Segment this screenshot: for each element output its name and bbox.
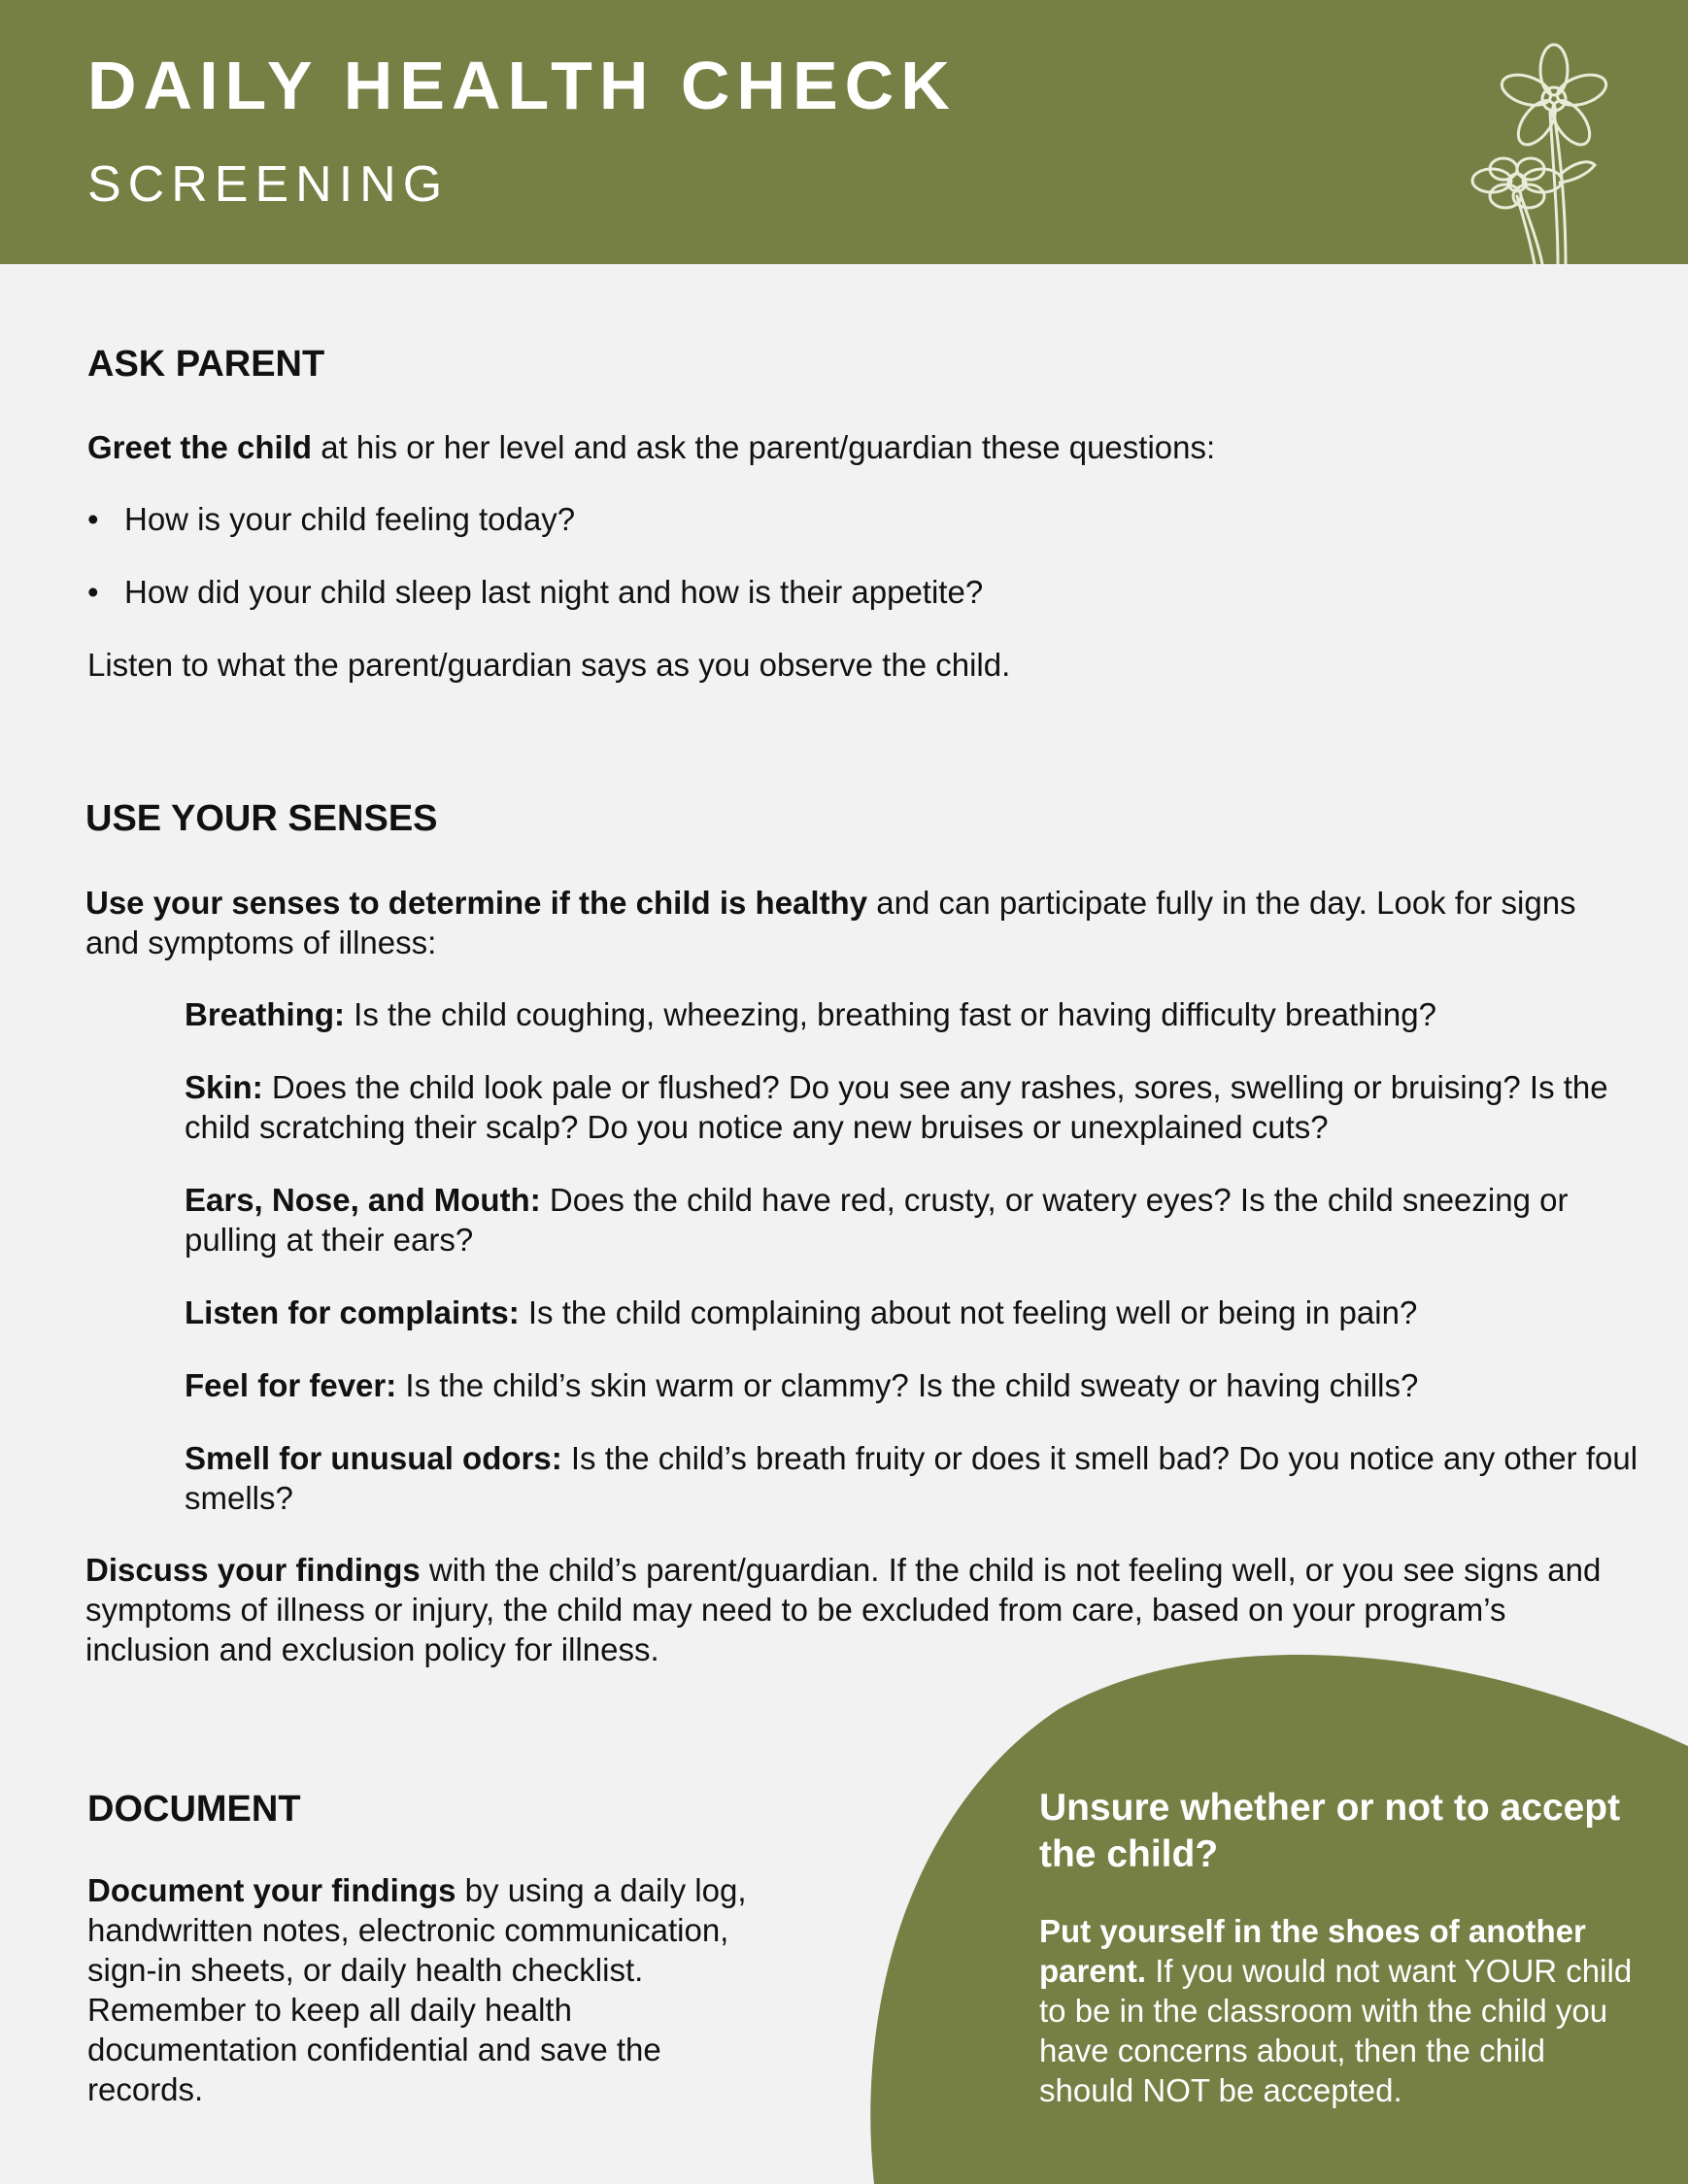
page-title: DAILY HEALTH CHECK: [87, 48, 957, 123]
bullet-icon: •: [87, 501, 99, 537]
sense-item-text: Is the child coughing, wheezing, breathing fast or having difficulty breathing?: [345, 996, 1436, 1032]
sense-item-text: Is the child’s skin warm or clammy? Is the child sweaty or having chills?: [396, 1367, 1419, 1403]
sense-item-label: Skin:: [185, 1069, 263, 1105]
callout-text-bold: Put yourself in the shoes of another parent.: [1039, 1913, 1586, 1989]
bullet-text: How is your child feeling today?: [124, 501, 576, 537]
senses-intro-bold: Use your senses to determine if the child is healthy: [85, 885, 868, 921]
document-text-rest: by using a daily log, handwritten notes, electronic communication, sign-in sheets, or daily health checklist. Remember to keep all daily health documentation confidential and save the records.: [87, 1872, 747, 2107]
ask-parent-heading: ASK PARENT: [87, 344, 325, 385]
ask-parent-closing: Listen to what the parent/guardian says as you observe the child.: [87, 647, 1011, 683]
sense-item-label: Smell for unusual odors:: [185, 1440, 562, 1476]
document-text: [87, 1870, 758, 2109]
callout-title: Unsure whether or not to accept the child?: [1039, 1787, 1621, 1875]
senses-intro-rest: and can participate fully in the day. Look for signs and symptoms of illness:: [85, 885, 1576, 960]
sense-item-label: Listen for complaints:: [185, 1294, 520, 1330]
discuss-findings-bold: Discuss your findings: [85, 1552, 421, 1588]
ask-parent-intro-bold: Greet the child: [87, 429, 313, 465]
page-subtitle: SCREENING: [87, 156, 450, 213]
senses-heading: USE YOUR SENSES: [85, 798, 438, 839]
bullet-text: How did your child sleep last night and how is their appetite?: [124, 574, 984, 610]
sense-item-text: Is the child’s breath fruity or does it smell bad? Do you notice any other foul smells?: [185, 1440, 1638, 1516]
document-heading: DOCUMENT: [87, 1789, 301, 1830]
sense-item-text: Is the child complaining about not feeling well or being in pain?: [519, 1294, 1418, 1330]
sense-item-label: Ears, Nose, and Mouth:: [185, 1182, 541, 1218]
callout-text-rest: If you would not want YOUR child to be in the classroom with the child you have concerns about, then the child should NOT be accepted.: [1039, 1953, 1633, 2108]
discuss-findings-rest: with the child’s parent/guardian. If the child is not feeling well, or you see signs and symptoms of illness or injury, the child may need to be excluded from care, based on your program’s inclusion and exclusion policy for illness.: [85, 1552, 1602, 1667]
sense-item-label: Breathing:: [185, 996, 345, 1032]
document-text-bold: Document your findings: [87, 1872, 456, 1908]
sense-item-label: Feel for fever:: [185, 1367, 397, 1403]
sense-item-text: Does the child look pale or flushed? Do you see any rashes, sores, swelling or bruising? Is the child scratching their scalp? Do you notice any new bruises or unexplained cuts?: [185, 1069, 1608, 1145]
sense-item-text: Does the child have red, crusty, or watery eyes? Is the child sneezing or pulling at their ears?: [185, 1182, 1569, 1258]
ask-parent-intro-rest: at his or her level and ask the parent/guardian these questions:: [312, 429, 1216, 465]
callout-text: [1039, 1911, 1641, 2110]
bullet-icon: •: [87, 574, 99, 610]
